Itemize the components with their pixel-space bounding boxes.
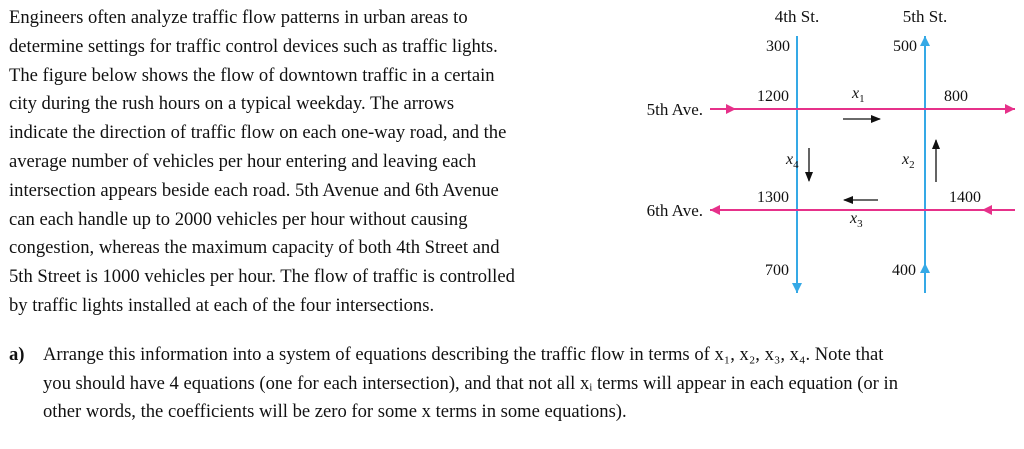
intro-line: indicate the direction of traffic flow on each one-way road, and the <box>9 122 507 144</box>
6th-avenue-left-arrow-entry <box>982 205 992 215</box>
x3-subscript: 3 <box>857 218 863 230</box>
x1-text: x <box>852 85 860 102</box>
question-text <box>43 341 898 427</box>
value-1400: 1400 <box>949 189 981 206</box>
5th-street-upward-arrow-bottom <box>920 263 930 273</box>
6th-avenue-left-arrow <box>710 205 720 215</box>
intro-line: average number of vehicles per hour entering and leaving each <box>9 150 477 172</box>
intro-line: intersection appears beside each road. 5th Avenue and 6th Avenue <box>9 179 499 201</box>
question-line: you should have 4 equations (one for each intersection), and that not all xᵢ terms will appear in each equation (or in <box>43 372 898 394</box>
intro-line: by traffic lights installed at each of the four intersections. <box>9 294 435 316</box>
x2-text: x <box>902 151 910 168</box>
x4-subscript: 4 <box>793 159 799 171</box>
x1-subscript: 1 <box>859 93 865 105</box>
value-300: 300 <box>766 38 790 55</box>
5th-avenue-right-arrow <box>726 104 736 114</box>
x3-label <box>849 210 863 230</box>
intro-line: Engineers often analyze traffic flow patterns in urban areas to <box>9 7 468 28</box>
value-1200: 1200 <box>757 88 789 105</box>
x1-label <box>851 85 865 105</box>
intro-line: The figure below shows the flow of downtown traffic in a certain <box>9 64 495 86</box>
question-line: other words, the coefficients will be zero for some x terms in some equations). <box>43 401 627 423</box>
x2-subscript: 2 <box>909 159 915 171</box>
intro-line: congestion, whereas the maximum capacity of both 4th Street and <box>9 237 500 259</box>
5th-street-upward-arrow <box>920 36 930 46</box>
4th-street-label: 4th St. <box>774 7 820 26</box>
6th-avenue-label: 6th Ave. <box>646 201 703 220</box>
question-label: a) <box>9 344 25 365</box>
intro-line: city during the rush hours on a typical weekday. The arrows <box>9 93 455 115</box>
question-line: Arrange this information into a system of equations describing the traffic flow in terms of x₁, x₂, x₃, x₄. Note that <box>43 344 884 365</box>
value-800: 800 <box>944 88 968 105</box>
intro-line: determine settings for traffic control devices such as traffic lights. <box>9 35 498 57</box>
5th-street-label: 5th St. <box>902 7 948 26</box>
intro-line: 5th Street is 1000 vehicles per hour. The flow of traffic is controlled <box>9 266 515 288</box>
value-1300: 1300 <box>757 189 789 206</box>
x3-text: x <box>850 210 858 227</box>
5th-avenue-label: 5th Ave. <box>646 100 703 119</box>
4th-street-downward-arrow <box>792 283 802 293</box>
x2-label <box>901 151 915 171</box>
intro-line: can each handle up to 2000 vehicles per hour without causing <box>9 208 468 230</box>
5th-avenue-right-arrow-end <box>1005 104 1015 114</box>
x4-text: x <box>786 151 794 168</box>
value-500: 500 <box>893 38 917 55</box>
value-400: 400 <box>892 262 916 279</box>
value-700: 700 <box>765 262 789 279</box>
